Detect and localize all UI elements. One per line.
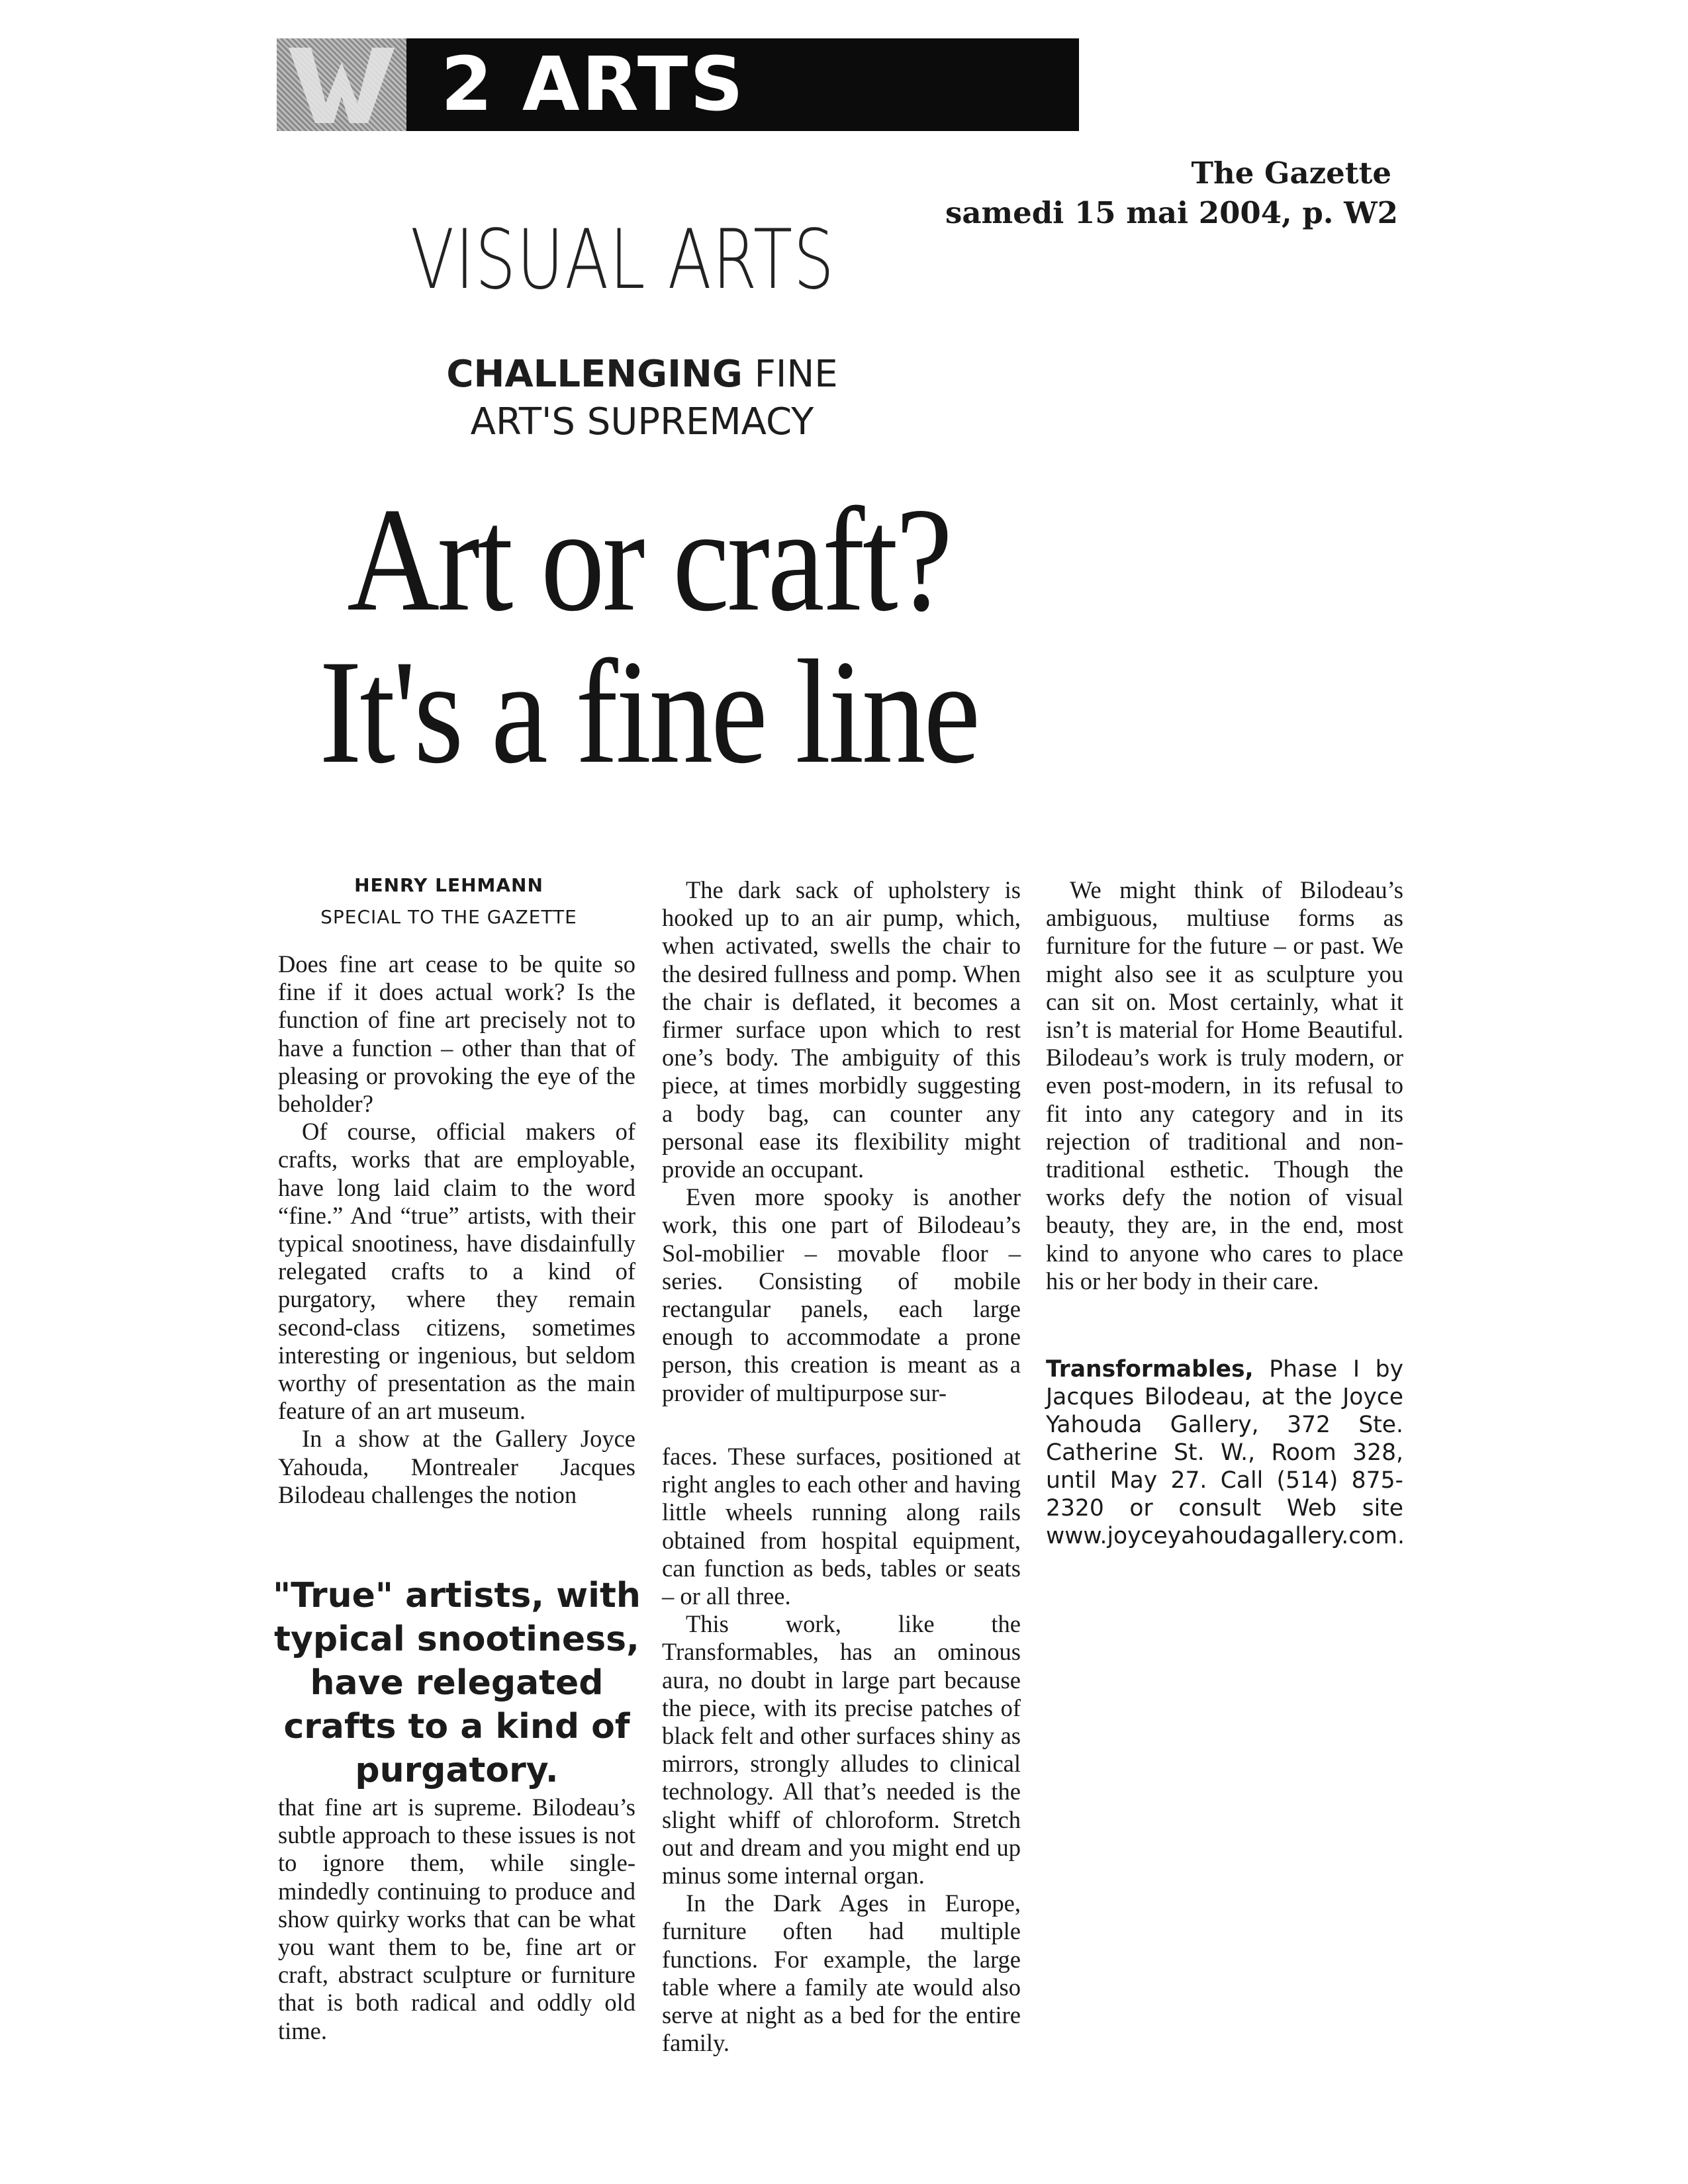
publication-name: The Gazette [1191,156,1391,191]
headline-line1: Art or craft? [347,477,951,642]
paragraph: The dark sack of upholstery is hooked up to an air pump, which, when activated, swells the chair to the desired fullness and pomp. When the chair is deflated, it becomes a firmer surface upon which to rest one’s body. The ambiguity of this piece, at times morbidly suggesting a body bag, can counter any personal ease its flexibility might provide an occupant. [662,876,1021,1183]
article-column-1-bottom [278,1794,635,2045]
publication-date: samedi 15 mai 2004, p. W2 [945,195,1398,230]
kicker [371,351,914,446]
headline-line2: It's a fine line [319,629,978,794]
paragraph: We might think of Bilodeau’s ambiguous, multiuse forms as furniture for the future – or past. We might also see it as sculpture you can sit on. Most certainly, what it isn’t is material for Home Beautiful. Bilodeau’s work is truly modern, or even post-modern, in its refusal to fit into any category and in its rejection of traditional and non-traditional esthetic. Though the works defy the notion of visual beauty, they are, in the end, most kind to anyone who cares to place his or her body in their care. [1046,876,1403,1295]
exhibition-info [1046,1355,1403,1550]
byline [277,872,621,931]
kicker-line2: ART'S SUPREMACY [470,400,814,443]
article-column-2-bottom [662,1443,1021,2057]
paragraph: Does fine art cease to be quite so fine if it does actual work? Is the function of fine art precisely not to have a function – other than that of pleasing or provoking the eye of the beholder? [278,950,635,1118]
paragraph: faces. These surfaces, positioned at right angles to each other and having little wheels running along rails obtained from hospital equipment, can function as beds, tables or seats – or all three. [662,1443,1021,1610]
exhibition-details: Phase I by Jacques Bilodeau, at the Joyce Yahouda Gallery, 372 Ste. Catherine St. W., Room 328, until May 27. Call (514) 875-2320 or consult Web site www.joyceyahoudagallery.com. [1046,1356,1405,1549]
paragraph: This work, like the Transformables, has an ominous aura, no doubt in large part because the piece, with its precise patches of black felt and other surfaces shiny as mirrors, strongly alludes to clinical technology. All that’s needed is the slight whiff of chloroform. Stretch out and dream and you might end up minus some internal organ. [662,1610,1021,1889]
article-column-2-top [662,876,1021,1407]
author-role: SPECIAL TO THE GAZETTE [320,906,577,928]
paragraph: that fine art is supreme. Bilodeau’s subtle approach to these issues is not to ignore them, while single-mindedly continuing to produce and show quirky works that can be what you want them to be, fine art or craft, abstract sculpture or furniture that is both radical and oddly old time. [278,1794,635,2044]
section-banner [277,38,1079,131]
author-name: HENRY LEHMANN [354,874,543,896]
section-label: VISUAL ARTS [410,212,835,308]
article-column-1-top [278,950,635,1509]
kicker-bold: CHALLENGING [446,353,743,396]
pull-quote: "True" artists, with typical snootiness, have relegated crafts to a kind of purgatory. [273,1576,641,1790]
article-column-3 [1046,876,1403,1295]
paragraph: Even more spooky is another work, this one part of Bilodeau’s Sol-mobilier – movable floor – series. Consisting of mobile rectangular panels, each large enough to accommodate a prone person, this creation is meant as a provider of multipurpose sur- [662,1183,1021,1406]
headline [307,477,990,794]
exhibition-title: Transformables, [1046,1356,1254,1383]
paragraph: Of course, official makers of crafts, works that are employable, have long laid claim to the word “fine.” And “true” artists, with their typical snootiness, have disdainfully relegated crafts to a kind of purgatory, where they remain second-class citizens, sometimes interesting or ingenious, but seldom worthy of presentation as the main feature of an art museum. [278,1118,635,1425]
section-title: 2 ARTS [441,42,745,128]
w-logo-icon [277,38,406,131]
kicker-rest: FINE [742,353,838,396]
paragraph: In the Dark Ages in Europe, furniture often had multiple functions. For example, the large table where a family ate would also serve at night as a bed for the entire family. [662,1889,1021,2057]
paragraph: In a show at the Gallery Joyce Yahouda, Montrealer Jacques Bilodeau challenges the notion [278,1425,635,1508]
